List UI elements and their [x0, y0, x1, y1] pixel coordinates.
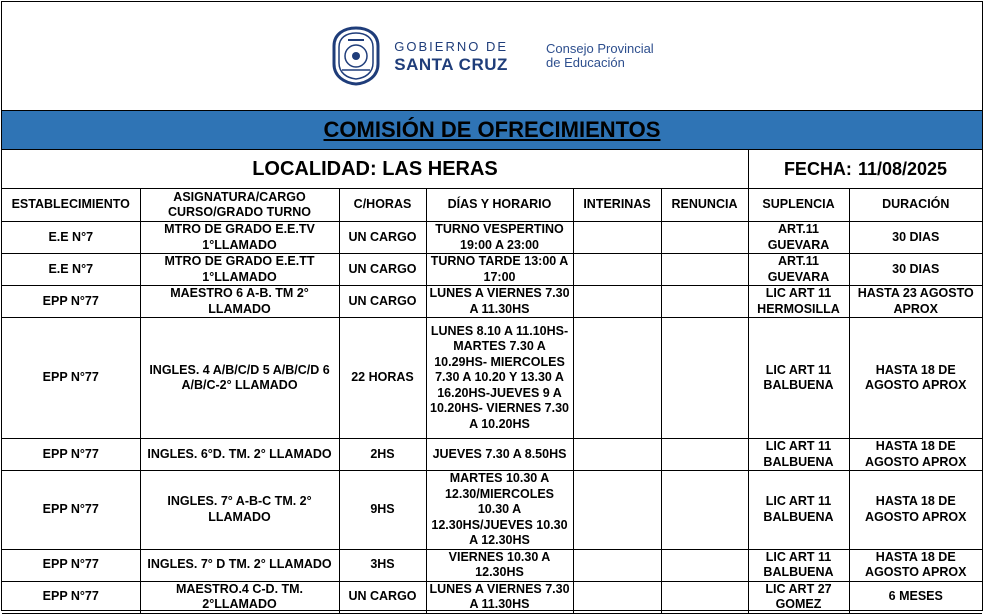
cell-duracion: HASTA 18 DE AGOSTO APROX	[849, 318, 982, 439]
cell-suplencia: LIC ART 27 GOMEZ	[748, 581, 849, 613]
cell-dias: VIERNES 10.30 A 12.30HS	[426, 549, 573, 581]
cell-dias: TURNO VESPERTINO 19:00 A 23:00	[426, 222, 573, 254]
col-asignatura	[140, 189, 339, 222]
cell-renuncia	[661, 581, 748, 613]
col-asignatura-line-1: ASIGNATURA/CARGO	[173, 189, 306, 204]
cell-interinas	[573, 439, 661, 471]
cell-horas: 3HS	[339, 549, 426, 581]
cell-dias: LUNES A VIERNES 7.30 A 11.30HS	[426, 581, 573, 613]
cell-suplencia: LIC ART 11 BALBUENA	[748, 471, 849, 550]
cell-duracion: 30 DIAS	[849, 254, 982, 286]
cell-renuncia	[661, 286, 748, 318]
cell-dias: LUNES A VIERNES 7.30 A 11.30HS	[426, 286, 573, 318]
offers-table	[2, 189, 982, 614]
col-renuncia: RENUNCIA	[661, 189, 748, 222]
letterhead	[2, 2, 982, 111]
table-row	[2, 254, 982, 286]
cell-interinas	[573, 286, 661, 318]
council-line-2: de Educación	[546, 55, 625, 70]
cell-suplencia: ART.11 GUEVARA	[748, 222, 849, 254]
cell-asignatura: INGLES. 6°D. TM. 2° LLAMADO	[140, 439, 339, 471]
gov-line-1: GOBIERNO DE	[394, 38, 509, 54]
localidad: LOCALIDAD: LAS HERAS	[2, 150, 749, 188]
cell-suplencia: LIC ART 11 BALBUENA	[748, 318, 849, 439]
cell-asignatura: MTRO DE GRADO E.E.TT 1°LLAMADO	[140, 254, 339, 286]
table-row	[2, 286, 982, 318]
cell-dias: JUEVES 7.30 A 8.50HS	[426, 439, 573, 471]
table-row	[2, 549, 982, 581]
cell-renuncia	[661, 471, 748, 550]
cell-duracion: HASTA 18 DE AGOSTO APROX	[849, 439, 982, 471]
cell-suplencia: LIC ART 11 BALBUENA	[748, 439, 849, 471]
table-row	[2, 439, 982, 471]
province-seal-icon	[330, 26, 382, 86]
cell-interinas	[573, 549, 661, 581]
cell-establecimiento: E.E N°7	[2, 222, 140, 254]
cell-asignatura: INGLES. 7° D TM. 2° LLAMADO	[140, 549, 339, 581]
council-line-1: Consejo Provincial	[546, 41, 654, 57]
cell-dias: MARTES 10.30 A 12.30/MIERCOLES 10.30 A 12.30HS/JUEVES 10.30 A 12.30HS	[426, 471, 573, 550]
cell-renuncia	[661, 439, 748, 471]
government-logo-text	[394, 40, 508, 73]
cell-asignatura: MTRO DE GRADO E.E.TV 1°LLAMADO	[140, 222, 339, 254]
col-duracion: DURACIÓN	[849, 189, 982, 222]
cell-horas: UN CARGO	[339, 254, 426, 286]
cell-interinas	[573, 222, 661, 254]
gov-line-2: SANTA CRUZ	[394, 54, 508, 74]
cell-duracion: 6 MESES	[849, 581, 982, 613]
cell-establecimiento: EPP N°77	[2, 471, 140, 550]
cell-interinas	[573, 581, 661, 613]
col-interinas: INTERINAS	[573, 189, 661, 222]
table-row	[2, 581, 982, 613]
cell-horas: 9HS	[339, 471, 426, 550]
cell-duracion: HASTA 18 DE AGOSTO APROX	[849, 471, 982, 550]
cell-renuncia	[661, 254, 748, 286]
cell-asignatura: MAESTRO.4 C-D. TM. 2°LLAMADO	[140, 581, 339, 613]
cell-duracion: HASTA 18 DE AGOSTO APROX	[849, 549, 982, 581]
cell-asignatura: MAESTRO 6 A-B. TM 2° LLAMADO	[140, 286, 339, 318]
table-row	[2, 471, 982, 550]
cell-horas: UN CARGO	[339, 286, 426, 318]
cell-renuncia	[661, 318, 748, 439]
cell-suplencia: LIC ART 11 HERMOSILLA	[748, 286, 849, 318]
fecha	[749, 150, 982, 188]
cell-suplencia: LIC ART 11 BALBUENA	[748, 549, 849, 581]
cell-asignatura: INGLES. 4 A/B/C/D 5 A/B/C/D 6 A/B/C-2° LLAMADO	[140, 318, 339, 439]
col-dias: DÍAS Y HORARIO	[426, 189, 573, 222]
cell-duracion: HASTA 23 AGOSTO APROX	[849, 286, 982, 318]
cell-horas: 2HS	[339, 439, 426, 471]
cell-establecimiento: EPP N°77	[2, 318, 140, 439]
cell-establecimiento: E.E N°7	[2, 254, 140, 286]
cell-establecimiento: EPP N°77	[2, 439, 140, 471]
fecha-label: FECHA:	[783, 158, 852, 179]
cell-interinas	[573, 471, 661, 550]
table-row	[2, 222, 982, 254]
col-choras: C/HORAS	[339, 189, 426, 222]
cell-dias: TURNO TARDE 13:00 A 17:00	[426, 254, 573, 286]
cell-horas: 22 HORAS	[339, 318, 426, 439]
cell-establecimiento: EPP N°77	[2, 286, 140, 318]
cell-renuncia	[661, 222, 748, 254]
cell-asignatura: INGLES. 7° A-B-C TM. 2° LLAMADO	[140, 471, 339, 550]
location-date-row	[2, 150, 982, 189]
cell-suplencia: ART.11 GUEVARA	[748, 254, 849, 286]
cell-interinas	[573, 254, 661, 286]
table-row	[2, 318, 982, 439]
cell-establecimiento: EPP N°77	[2, 581, 140, 613]
col-establecimiento: ESTABLECIMIENTO	[2, 189, 140, 222]
cell-horas: UN CARGO	[339, 581, 426, 613]
fecha-value: 11/08/2025	[857, 158, 948, 179]
document-sheet	[1, 1, 983, 611]
document-title: COMISIÓN DE OFRECIMIENTOS	[323, 117, 661, 142]
cell-horas: UN CARGO	[339, 222, 426, 254]
council-name	[546, 42, 654, 69]
title-bar	[2, 111, 982, 150]
cell-duracion: 30 DIAS	[849, 222, 982, 254]
cell-interinas	[573, 318, 661, 439]
cell-dias: LUNES 8.10 A 11.10HS- MARTES 7.30 A 10.29HS- MIERCOLES 7.30 A 10.20 Y 13.30 A 16.20HS-JUEVES 9 A 10.20HS- VIERNES 7.30 A 10.20HS	[426, 318, 573, 439]
table-header-row	[2, 189, 982, 222]
cell-establecimiento: EPP N°77	[2, 549, 140, 581]
cell-renuncia	[661, 549, 748, 581]
col-suplencia: SUPLENCIA	[748, 189, 849, 222]
col-asignatura-line-2: CURSO/GRADO TURNO	[167, 205, 312, 219]
